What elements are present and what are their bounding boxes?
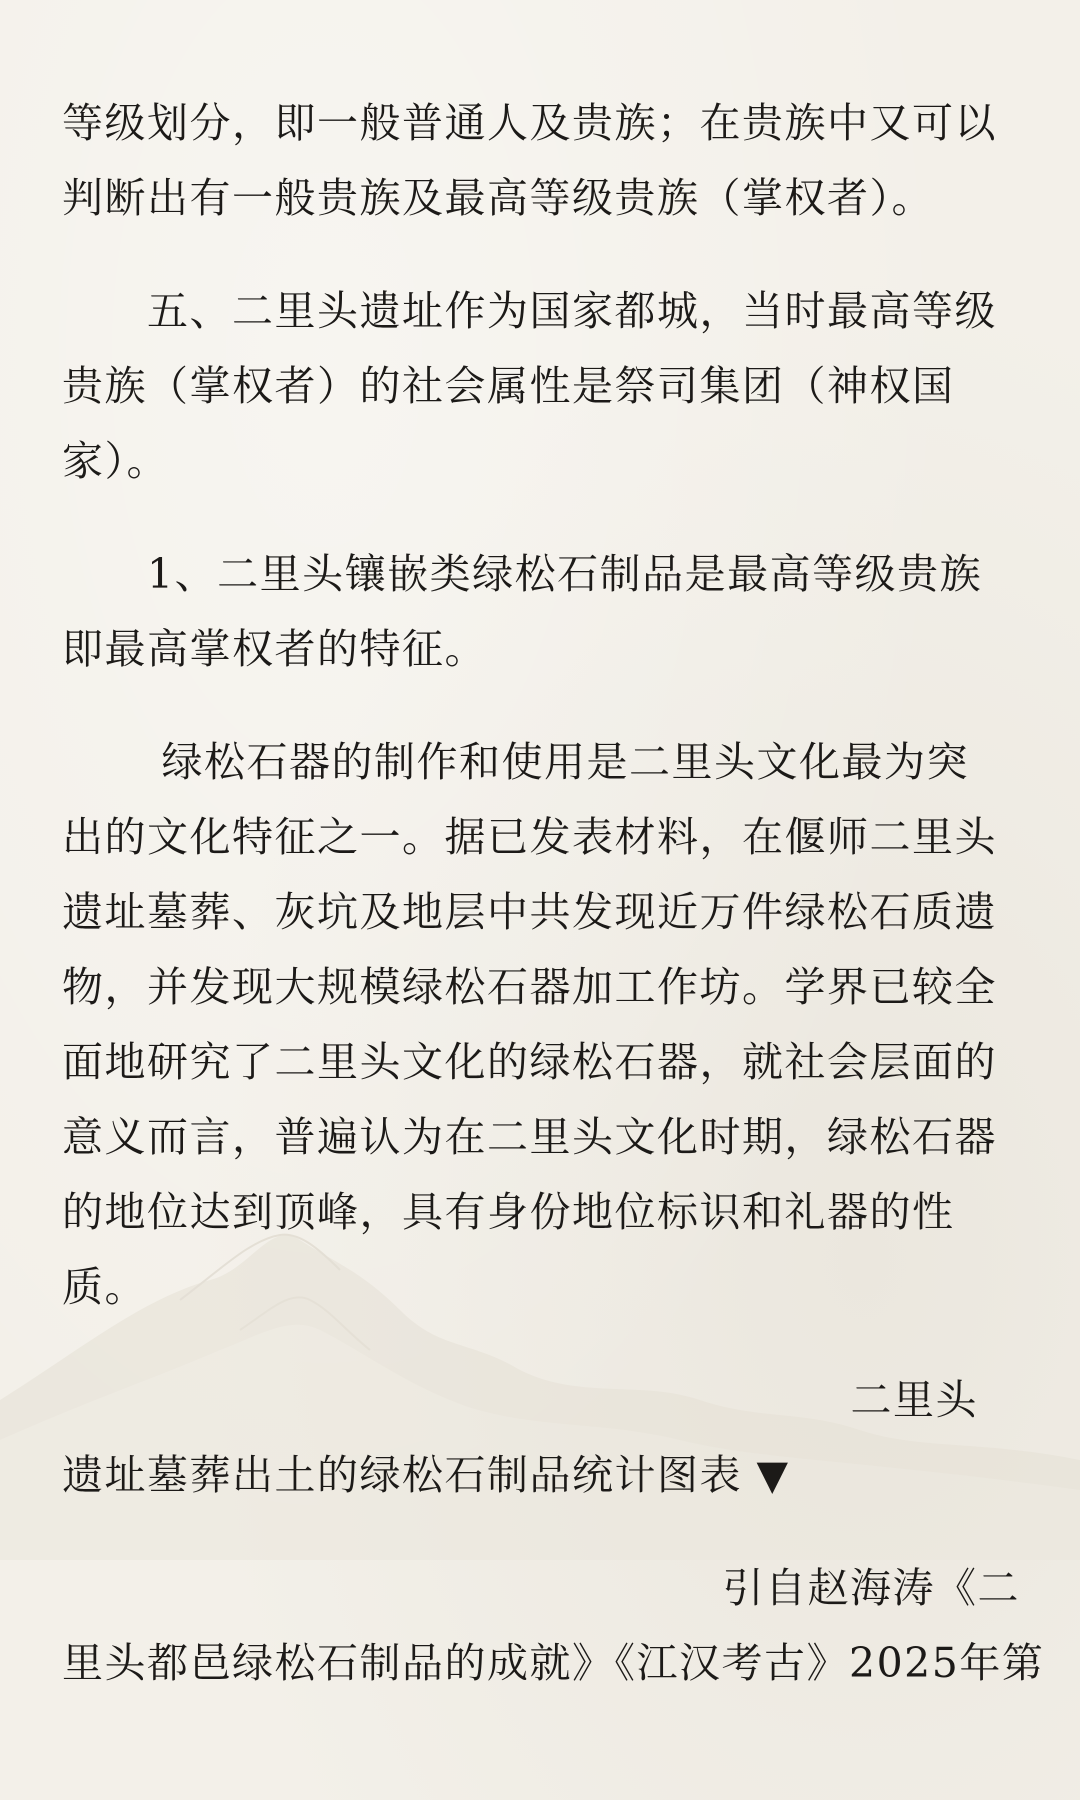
section-heading-line: 家）。	[62, 437, 169, 485]
caption-line: 遗址墓葬出土的绿松石制品统计图表 ▼	[62, 1451, 790, 1499]
caption-line: 二里头	[850, 1376, 978, 1424]
citation-line: 引自赵海涛《二	[722, 1564, 1020, 1612]
section-heading-line: 贵族（掌权者）的社会属性是祭司集团（神权国	[62, 362, 955, 410]
paragraph-line: 出的文化特征之一。据已发表材料，在偃师二里头	[62, 813, 997, 861]
paragraph-line: 意义而言，普遍认为在二里头文化时期，绿松石器	[62, 1113, 997, 1161]
citation-line: 里头都邑绿松石制品的成就》《江汉考古》2025年第	[62, 1639, 1045, 1687]
subheading-line: 即最高掌权者的特征。	[62, 625, 487, 673]
section-heading-line: 五、二里头遗址作为国家都城，当时最高等级	[62, 287, 997, 335]
paragraph-line: 的地位达到顶峰，具有身份地位标识和礼器的性	[62, 1188, 955, 1236]
text-line: 等级划分，即一般普通人及贵族；在贵族中又可以	[62, 99, 997, 147]
text-line: 判断出有一般贵族及最高等级贵族（掌权者）。	[62, 174, 934, 222]
paragraph-line: 质。	[62, 1263, 147, 1311]
paragraph-line: 遗址墓葬、灰坑及地层中共发现近万件绿松石质遗	[62, 888, 997, 936]
article-body	[62, 86, 1045, 1701]
paragraph-line: 绿松石器的制作和使用是二里头文化最为突	[62, 738, 970, 786]
paragraph-line: 面地研究了二里头文化的绿松石器，就社会层面的	[62, 1038, 997, 1086]
paragraph-line: 物，并发现大规模绿松石器加工作坊。学界已较全	[62, 963, 997, 1011]
subheading-line: 1、二里头镶嵌类绿松石制品是最高等级贵族	[62, 550, 983, 598]
